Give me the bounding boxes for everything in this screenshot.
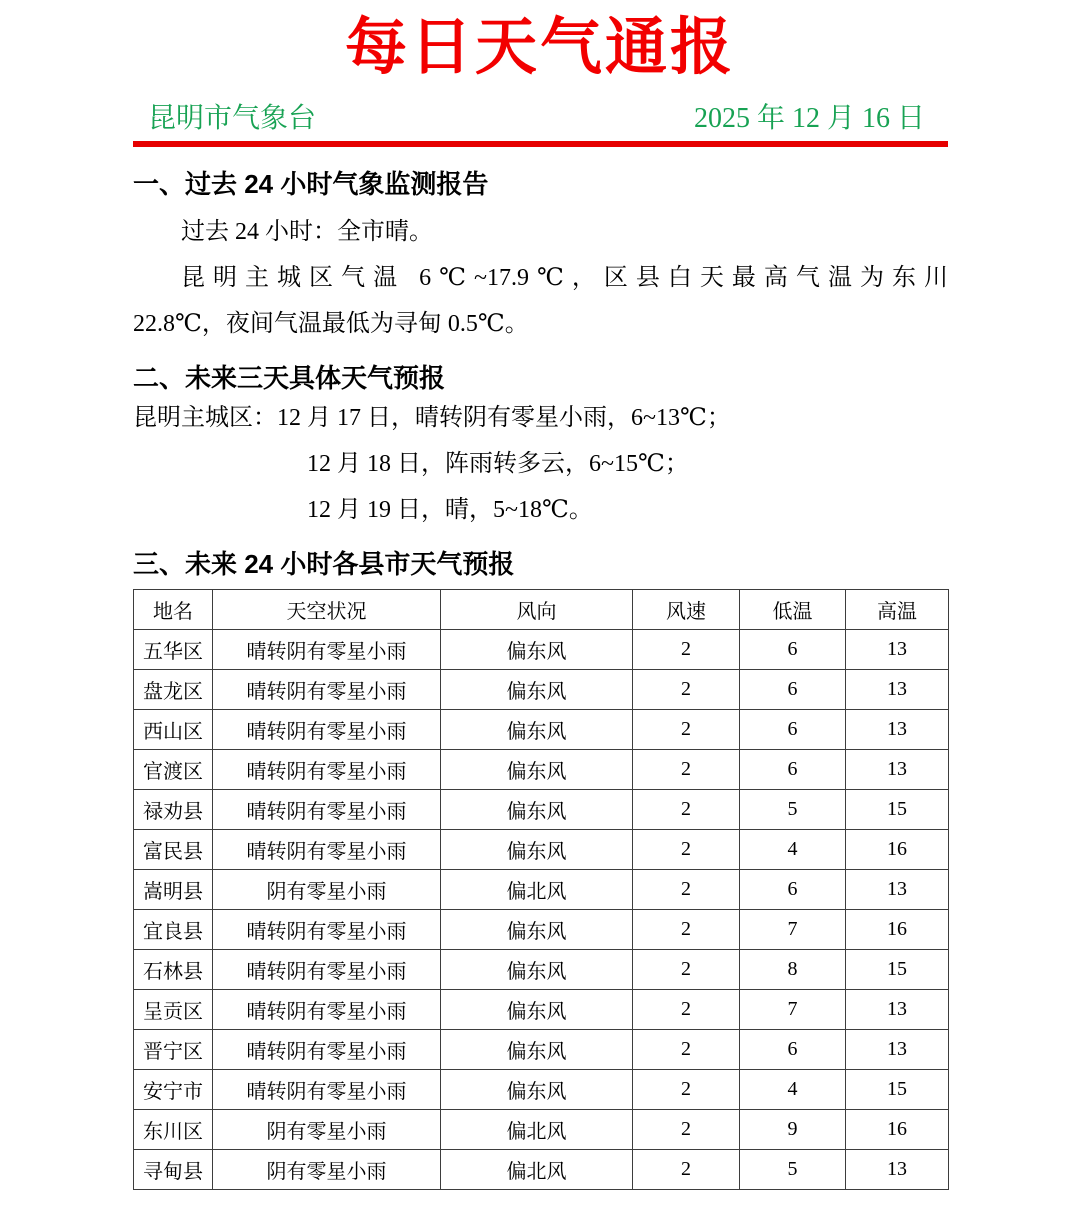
forecast-table-cell: 2 [633, 750, 740, 790]
forecast-table-cell: 2 [633, 1070, 740, 1110]
forecast-table-cell: 偏东风 [441, 910, 633, 950]
forecast-table-cell: 阴有零星小雨 [213, 870, 441, 910]
forecast-table-cell: 13 [846, 630, 949, 670]
forecast-table-cell: 2 [633, 1110, 740, 1150]
forecast-table-cell: 13 [846, 670, 949, 710]
forecast-table-cell: 2 [633, 1150, 740, 1190]
forecast-table-cell: 晴转阴有零星小雨 [213, 910, 441, 950]
forecast-table-cell: 晴转阴有零星小雨 [213, 630, 441, 670]
forecast-table-row [134, 1030, 949, 1070]
forecast-table-cell: 偏东风 [441, 710, 633, 750]
forecast-table-body [134, 630, 949, 1190]
forecast-table-cell: 五华区 [134, 630, 213, 670]
forecast-column-header: 高温 [846, 590, 949, 630]
forecast-table-cell: 6 [740, 750, 846, 790]
section2-heading: 二、未来三天具体天气预报 [133, 363, 446, 393]
forecast-table-cell: 2 [633, 790, 740, 830]
forecast-table-row [134, 830, 949, 870]
forecast-table-row [134, 910, 949, 950]
forecast-table-cell: 偏东风 [441, 670, 633, 710]
forecast-table-cell: 偏东风 [441, 950, 633, 990]
forecast-table-cell: 晴转阴有零星小雨 [213, 670, 441, 710]
forecast-table-cell: 15 [846, 950, 949, 990]
forecast-table-cell: 偏东风 [441, 750, 633, 790]
report-date: 2025 年 12 月 16 日 [693, 103, 925, 134]
forecast-table-cell: 2 [633, 870, 740, 910]
forecast-table-cell: 偏东风 [441, 990, 633, 1030]
section1-paragraph-2-line-1: 昆明主城区气温 6℃~17.9℃，区县白天最高气温为东川 [181, 265, 948, 291]
section2-forecast-day3: 12 月 19 日，晴，5~18℃。 [307, 497, 593, 523]
forecast-table-row [134, 950, 949, 990]
forecast-table-cell: 16 [846, 830, 949, 870]
forecast-table-cell: 2 [633, 910, 740, 950]
forecast-table-cell: 偏北风 [441, 1110, 633, 1150]
forecast-table-cell: 偏北风 [441, 1150, 633, 1190]
forecast-table-cell: 2 [633, 830, 740, 870]
forecast-table-cell: 6 [740, 630, 846, 670]
forecast-table-cell: 西山区 [134, 710, 213, 750]
agency-name: 昆明市气象台 [148, 103, 317, 134]
forecast-table-row [134, 710, 949, 750]
section3-heading: 三、未来 24 小时各县市天气预报 [133, 549, 515, 579]
forecast-table-cell: 宜良县 [134, 910, 213, 950]
forecast-table-header-row [134, 590, 949, 630]
forecast-table-cell: 13 [846, 710, 949, 750]
forecast-table-cell: 晋宁区 [134, 1030, 213, 1070]
forecast-table-row [134, 1070, 949, 1110]
forecast-table-cell: 偏东风 [441, 1070, 633, 1110]
forecast-table-cell: 2 [633, 1030, 740, 1070]
forecast-table-cell: 6 [740, 710, 846, 750]
forecast-table-cell: 石林县 [134, 950, 213, 990]
forecast-column-header: 风向 [441, 590, 633, 630]
forecast-table-row [134, 990, 949, 1030]
document-title: 每日天气通报 [344, 14, 735, 82]
forecast-table-cell: 2 [633, 950, 740, 990]
forecast-table-cell: 16 [846, 910, 949, 950]
forecast-table-row [134, 870, 949, 910]
forecast-table-cell: 13 [846, 990, 949, 1030]
forecast-table-cell: 13 [846, 870, 949, 910]
forecast-column-header: 天空状况 [213, 590, 441, 630]
forecast-table-cell: 晴转阴有零星小雨 [213, 830, 441, 870]
forecast-table-cell: 偏东风 [441, 830, 633, 870]
forecast-table-cell: 6 [740, 870, 846, 910]
section1-paragraph-1: 过去 24 小时：全市晴。 [181, 219, 433, 245]
forecast-table-cell: 6 [740, 670, 846, 710]
forecast-table-cell: 安宁市 [134, 1070, 213, 1110]
forecast-table-cell: 7 [740, 910, 846, 950]
section2-forecast-day2: 12 月 18 日，阵雨转多云，6~15℃； [307, 451, 689, 477]
forecast-table-cell: 16 [846, 1110, 949, 1150]
forecast-column-header: 低温 [740, 590, 846, 630]
forecast-table-cell: 晴转阴有零星小雨 [213, 790, 441, 830]
forecast-table-cell: 2 [633, 670, 740, 710]
forecast-table-cell: 嵩明县 [134, 870, 213, 910]
forecast-table-cell: 4 [740, 1070, 846, 1110]
forecast-table-cell: 东川区 [134, 1110, 213, 1150]
forecast-table-cell: 6 [740, 1030, 846, 1070]
forecast-table-cell: 2 [633, 630, 740, 670]
forecast-table-cell: 盘龙区 [134, 670, 213, 710]
forecast-table-cell: 寻甸县 [134, 1150, 213, 1190]
section1-paragraph-2-line-2: 22.8℃，夜间气温最低为寻甸 0.5℃。 [133, 311, 529, 337]
forecast-table-cell: 偏东风 [441, 1030, 633, 1070]
forecast-table-cell: 偏东风 [441, 630, 633, 670]
forecast-table-cell: 晴转阴有零星小雨 [213, 750, 441, 790]
forecast-table-cell: 15 [846, 1070, 949, 1110]
masthead [133, 102, 948, 141]
forecast-table-cell: 13 [846, 1150, 949, 1190]
forecast-table-cell: 官渡区 [134, 750, 213, 790]
forecast-table-cell: 15 [846, 790, 949, 830]
forecast-table-row [134, 670, 949, 710]
section1-heading: 一、过去 24 小时气象监测报告 [133, 169, 489, 199]
forecast-table-cell: 2 [633, 990, 740, 1030]
forecast-table-cell: 8 [740, 950, 846, 990]
forecast-table-cell: 晴转阴有零星小雨 [213, 990, 441, 1030]
forecast-table-cell: 7 [740, 990, 846, 1030]
forecast-table [133, 589, 949, 1190]
forecast-table-row [134, 1150, 949, 1190]
forecast-table-row [134, 1110, 949, 1150]
forecast-column-header: 地名 [134, 590, 213, 630]
forecast-table-cell: 偏东风 [441, 790, 633, 830]
forecast-table-cell: 5 [740, 1150, 846, 1190]
forecast-table-cell: 晴转阴有零星小雨 [213, 1070, 441, 1110]
forecast-table-cell: 偏北风 [441, 870, 633, 910]
section2-forecast-day1: 昆明主城区：12 月 17 日，晴转阴有零星小雨，6~13℃； [133, 405, 731, 431]
forecast-table-cell: 13 [846, 750, 949, 790]
forecast-table-cell: 13 [846, 1030, 949, 1070]
forecast-table-cell: 2 [633, 710, 740, 750]
forecast-table-cell: 4 [740, 830, 846, 870]
forecast-table-cell: 富民县 [134, 830, 213, 870]
forecast-table-cell: 晴转阴有零星小雨 [213, 710, 441, 750]
forecast-table-row [134, 790, 949, 830]
masthead-divider [133, 141, 948, 147]
forecast-column-header: 风速 [633, 590, 740, 630]
forecast-table-cell: 晴转阴有零星小雨 [213, 950, 441, 990]
forecast-table-cell: 阴有零星小雨 [213, 1110, 441, 1150]
forecast-table-cell: 晴转阴有零星小雨 [213, 1030, 441, 1070]
forecast-table-cell: 5 [740, 790, 846, 830]
forecast-table-cell: 9 [740, 1110, 846, 1150]
forecast-table-cell: 呈贡区 [134, 990, 213, 1030]
forecast-table-cell: 禄劝县 [134, 790, 213, 830]
forecast-table-row [134, 630, 949, 670]
forecast-table-cell: 阴有零星小雨 [213, 1150, 441, 1190]
forecast-table-row [134, 750, 949, 790]
